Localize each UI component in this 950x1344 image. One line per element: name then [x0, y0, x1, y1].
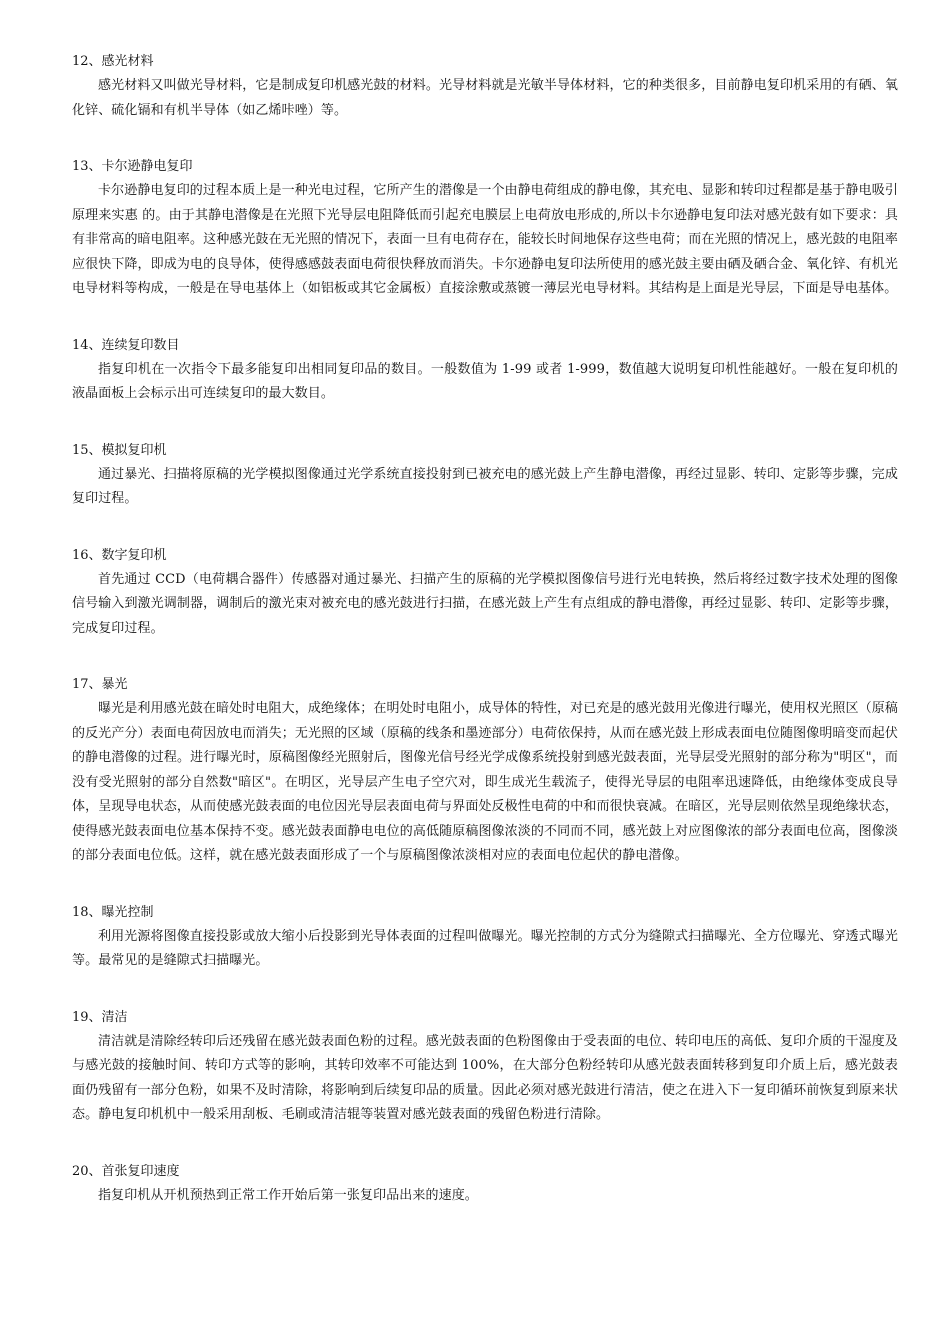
entry-body: 指复印机在一次指令下最多能复印出相同复印品的数目。一般数值为 1-99 或者 1-999，数值越大说明复印机性能越好。一般在复印机的液晶面板上会标示出可连续复印的最大数目。	[72, 361, 898, 401]
entry-13-carlson-xerography	[72, 155, 898, 302]
entry-heading: 12、感光材料	[72, 54, 154, 69]
entry-heading: 15、模拟复印机	[72, 442, 167, 458]
entry-body: 利用光源将图像直接投影或放大缩小后投影到光导体表面的过程叫做曝光。曝光控制的方式分为缝隙式扫描曝光、全方位曝光、穿透式曝光等。最常见的是缝隙式扫描曝光。	[72, 928, 898, 968]
entry-17-exposure	[72, 673, 898, 869]
entry-body: 卡尔逊静电复印的过程本质上是一种光电过程，它所产生的潜像是一个由静电荷组成的静电像，其充电、显影和转印过程都是基于静电吸引原理来实惠 的。由于其静电潜像是在光照下光导层电阻降低而引起充电膜层上电荷放电形成的,所以卡尔逊静电复印法对感光鼓有如下要求：具有非常高的暗电阻率。这种感光鼓在无光照的情况下，表面一旦有电荷存在，能较长时间地保存这些电荷；而在光照的情况上，感光鼓的电阻率应很快下降，即成为电的良导体，使得感感鼓表面电荷很快释放而消失。卡尔逊静电复印法所使用的感光鼓主要由硒及硒合金、氧化锌、有机光电导材料等构成，一般是在导电基体上（如铝板或其它金属板）直接涂敷或蒸镀一薄层光电导材料。其结构是上面是光导层，下面是导电基体。	[72, 183, 898, 296]
entry-14-continuous-copy-count	[72, 334, 898, 407]
entry-body: 曝光是利用感光鼓在暗处时电阻大，成绝缘体；在明处时电阻小，成导体的特性，对已充是的感光鼓用光像进行曝光，使用权光照区（原稿的反光产分）表面电荷因放电而消失；无光照的区域（原稿的线条和墨迹部分）电荷依保持，从而在感光鼓上形成表面电位随图像明暗变而起伏的静电潜像的过程。进行曝光时，原稿图像经光照射后，图像光信号经光学成像系统投射到感光鼓表面，光导层受光照射的部分称为"明区"，而没有受光照射的部分自然数"暗区"。在明区，光导层产生电子空穴对，即生成光生载流子，使得光导层的电阻率迅速降低，由绝缘体变成良导体，呈现导电状态，从而使感光鼓表面的电位因光导层表面电荷与界面处反极性电荷的中和而很快衰减。在暗区，光导层则依然呈现绝缘状态，使得感光鼓表面电位基本保持不变。感光鼓表面静电电位的高低随原稿图像浓淡的不同而不同，感光鼓上对应图像浓的部分表面电位高，图像淡的部分表面电位低。这样，就在感光鼓表面形成了一个与原稿图像浓淡相对应的表面电位起伏的静电潜像。	[72, 701, 898, 863]
entry-15-analog-copier	[72, 439, 898, 512]
entry-heading: 18、曝光控制	[72, 904, 154, 920]
entry-body: 感光材料又叫做光导材料，它是制成复印机感光鼓的材料。光导材料就是光敏半导体材料，它的种类很多，目前静电复印机采用的有硒、氧化锌、硫化镉和有机半导体（如乙烯咔唑）等。	[72, 78, 898, 118]
entry-12-photosensitive-material	[72, 50, 898, 123]
entry-heading: 16、数字复印机	[72, 547, 167, 563]
entry-heading: 17、暴光	[72, 677, 128, 692]
entry-heading: 19、清洁	[72, 1009, 128, 1025]
entry-19-cleaning	[72, 1006, 898, 1128]
entry-body: 清洁就是清除经转印后还残留在感光鼓表面色粉的过程。感光鼓表面的色粉图像由于受表面的电位、转印电压的高低、复印介质的干湿度及与感光鼓的接触时间、转印方式等的影响，其转印效率不可能达到 100%，在大部分色粉经转印从感光鼓表面转移到复印介质上后，感光鼓表面仍残留有一部分色粉，如果不及时清除，将影响到后续复印品的质量。因此必须对感光鼓进行清洁，使之在进入下一复印循环前恢复到原来状态。静电复印机机中一般采用刮板、毛刷或清洁辊等装置对感光鼓表面的残留色粉进行清除。	[72, 1033, 898, 1122]
entry-18-exposure-control	[72, 901, 898, 974]
entry-20-first-copy-speed	[72, 1160, 898, 1209]
entry-heading: 14、连续复印数目	[72, 337, 180, 353]
entry-body: 通过暴光、扫描将原稿的光学模拟图像通过光学系统直接投射到已被充电的感光鼓上产生静电潜像，再经过显影、转印、定影等步骤，完成复印过程。	[72, 466, 898, 506]
entry-heading: 13、卡尔逊静电复印	[72, 159, 193, 174]
entry-heading: 20、首张复印速度	[72, 1163, 180, 1179]
entry-body: 指复印机从开机预热到正常工作开始后第一张复印品出来的速度。	[98, 1187, 478, 1203]
entry-16-digital-copier	[72, 544, 898, 642]
entry-body: 首先通过 CCD（电荷耦合器件）传感器对通过暴光、扫描产生的原稿的光学模拟图像信号进行光电转换，然后将经过数字技术处理的图像信号输入到激光调制器，调制后的激光束对被充电的感光鼓进行扫描，在感光鼓上产生有点组成的静电潜像，再经过显影、转印、定影等步骤，完成复印过程。	[72, 571, 898, 636]
